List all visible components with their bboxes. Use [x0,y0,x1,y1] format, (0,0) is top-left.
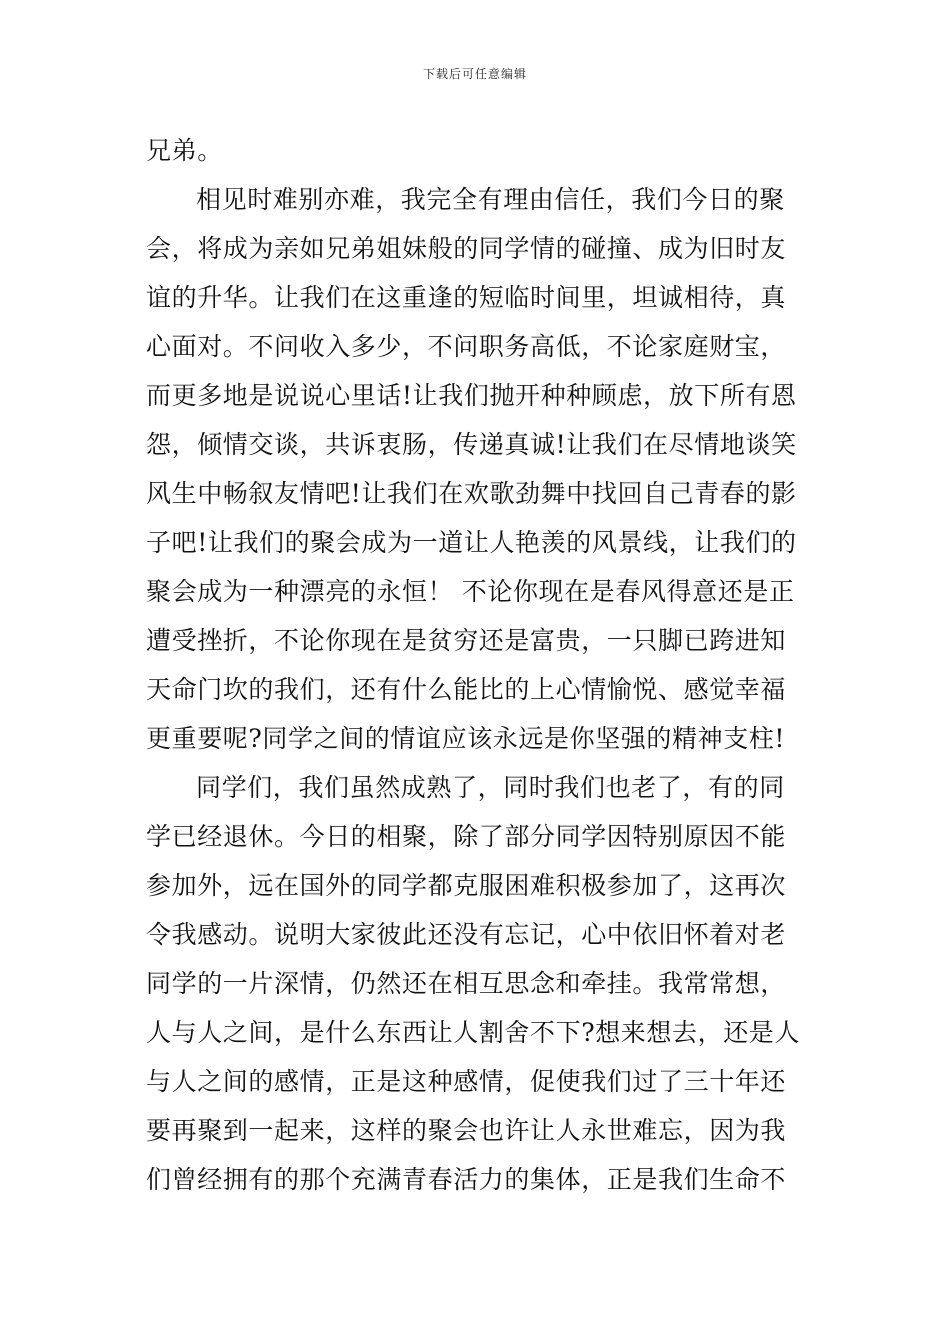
paragraph-first-line: 相见时难别亦难，我完全有理由信任，我们今日的聚 [196,185,785,214]
text-line: 风生中畅叙友情吧!让我们在欢歌劲舞中找回自己青春的影 [146,479,797,508]
text-line: 们曾经拥有的那个充满青春活力的集体，正是我们生命不 [146,1165,787,1194]
text-line: 怨，倾情交谈，共诉衷肠，传递真诚!让我们在尽情地谈笑 [146,430,797,459]
body-text [146,126,810,1204]
page-header: 下载后可任意编辑 [422,67,527,81]
text-line: 兄弟。 [146,136,223,165]
text-line: 天命门坎的我们，还有什么能比的上心情愉悦、感觉幸福 [146,675,787,704]
text-line: 令我感动。说明大家彼此还没有忘记，心中依旧怀着对老 [146,920,787,949]
text-line: 谊的升华。让我们在这重逢的短临时间里，坦诚相待，真 [146,283,787,312]
text-line: 更重要呢?同学之间的情谊应该永远是你坚强的精神支柱! [146,724,786,753]
paragraph-first-line: 同学们，我们虽然成熟了，同时我们也老了，有的同 [196,773,785,802]
text-line: 要再聚到一起来，这样的聚会也许让人永世难忘，因为我 [146,1116,787,1145]
text-line: 而更多地是说说心里话!让我们抛开种种顾虑，放下所有恩 [146,381,797,410]
text-line: 学已经退休。今日的相聚，除了部分同学因特别原因不能 [146,822,787,851]
text-line: 与人之间的感情，正是这种感情，促使我们过了三十年还 [146,1067,787,1096]
text-line: 子吧!让我们的聚会成为一道让人艳羡的风景线，让我们的 [146,528,797,557]
text-line: 同学的一片深情，仍然还在相互思念和牵挂。我常常想， [146,969,787,998]
text-line: 参加外，远在国外的同学都克服困难积极参加了，这再次 [146,871,787,900]
text-line: 会，将成为亲如兄弟姐妹般的同学情的碰撞、成为旧时友 [146,234,787,263]
text-line: 人与人之间，是什么东西让人割舍不下?想来想去，还是人 [146,1018,801,1047]
text-line: 聚会成为一种漂亮的永恒！ 不论你现在是春风得意还是正 [146,577,795,606]
text-line: 遭受挫折，不论你现在是贫穷还是富贵，一只脚已跨进知 [146,626,787,655]
text-line: 心面对。不问收入多少，不问职务高低，不论家庭财宝， [146,332,787,361]
